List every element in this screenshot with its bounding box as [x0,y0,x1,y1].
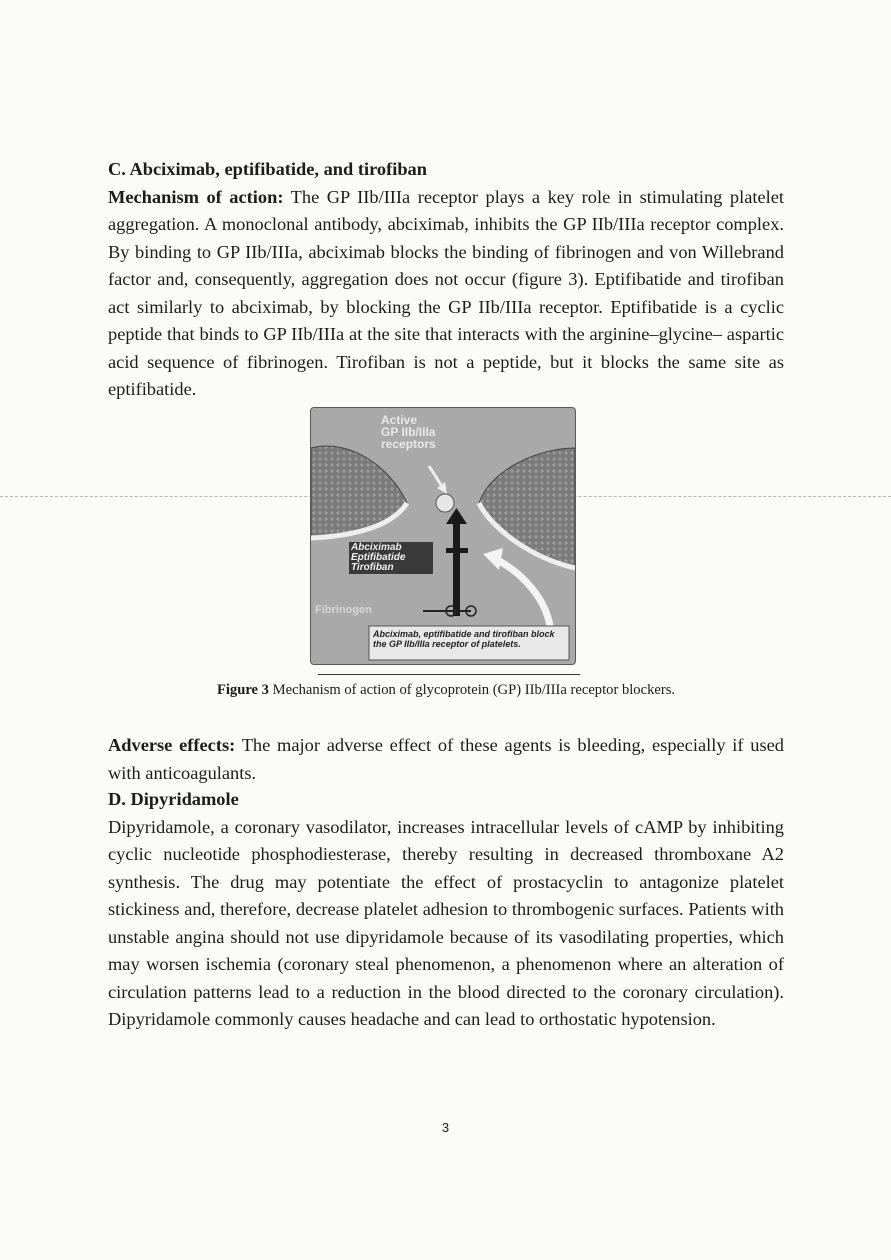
drug-list [351,543,405,573]
adverse-lead: Adverse effects: [108,735,236,755]
dipyridamole-paragraph: Dipyridamole, a coronary vasodilator, increases intracellular levels of cAMP by inhibiting cyclic nucleotide phosphodiesterase, thereby resulting in decreased thromboxane A2 synthesis. The drug may potentiate the effect of prostacyclin to antagonize platelet stickiness and, therefore, decrease platelet adhesion to thrombogenic surfaces. Patients with unstable angina should not use dipyridamole because of its vasodilating properties, which may worsen ischemia (coronary steal phenomenon, a phenomenon where an alteration of circulation patterns lead to a reduction in the blood directed to the coronary circulation). Dipyridamole commonly causes headache and can lead to orthostatic hypotension. [108,816,784,1029]
section-heading-c: C. Abciximab, eptifibatide, and tirofiban [108,159,427,179]
fibrinogen-label: Fibrinogen [315,604,372,616]
active-receptor-label [381,414,436,450]
mechanism-lead: Mechanism of action: [108,186,284,207]
figure-note: Abciximab, eptifibatide and tirofiban block the GP IIb/IIIa receptor of platelets. [373,629,555,649]
section-heading-d: D. Dipyridamole [108,789,239,809]
receptor-illustration [311,408,575,664]
section-dipyridamole [108,786,784,1034]
figure-caption-text: Mechanism of action of glycoprotein (GP) IIb/IIIa receptor blockers. [272,682,676,698]
page-number: 3 [441,1120,450,1135]
mechanism-paragraph [108,184,784,404]
mechanism-text: The GP IIb/IIIa receptor plays a key role in stimulating platelet aggregation. A monoclonal antibody, abciximab, inhibits the GP IIb/IIIa receptor complex. By binding to GP IIb/IIIa, abciximab blocks the binding of fibrinogen and von Willebrand factor and, consequently, aggregation does not occur (figure 3). Eptifibatide and tirofiban act similarly to abciximab, by blocking the GP IIb/IIIa receptor. Eptifibatide is a cyclic peptide that binds to GP IIb/IIIa at the site that interacts with the arginine–glycine– aspartic acid sequence of fibrinogen. Tirofiban is not a peptide, but it blocks the same site as eptifibatide. [108,186,785,399]
section-abciximab [108,156,784,404]
drug-eptifibatide: Eptifibatide [351,552,406,563]
figure-caption [108,680,784,700]
section-adverse-effects [108,732,784,787]
figure-3-diagram [310,407,576,665]
left-platelet [311,446,407,538]
adverse-text: The major adverse effect of these agents is bleeding, especially if used with anticoagulants. [108,735,784,783]
drug-tirofiban: Tirofiban [351,562,394,573]
receptor-site [436,494,454,512]
block-bar [446,548,468,553]
adverse-paragraph [108,732,784,787]
figure-rule [318,674,580,675]
active-label-line-2: GP IIb/IIIa [381,425,436,439]
figure-caption-label: Figure 3 [216,682,269,698]
drug-abciximab: Abciximab [351,542,402,553]
binding-arrow-shaft [453,520,460,616]
active-label-line-3: receptors [381,437,436,451]
active-label-line-1: Active [381,413,418,427]
